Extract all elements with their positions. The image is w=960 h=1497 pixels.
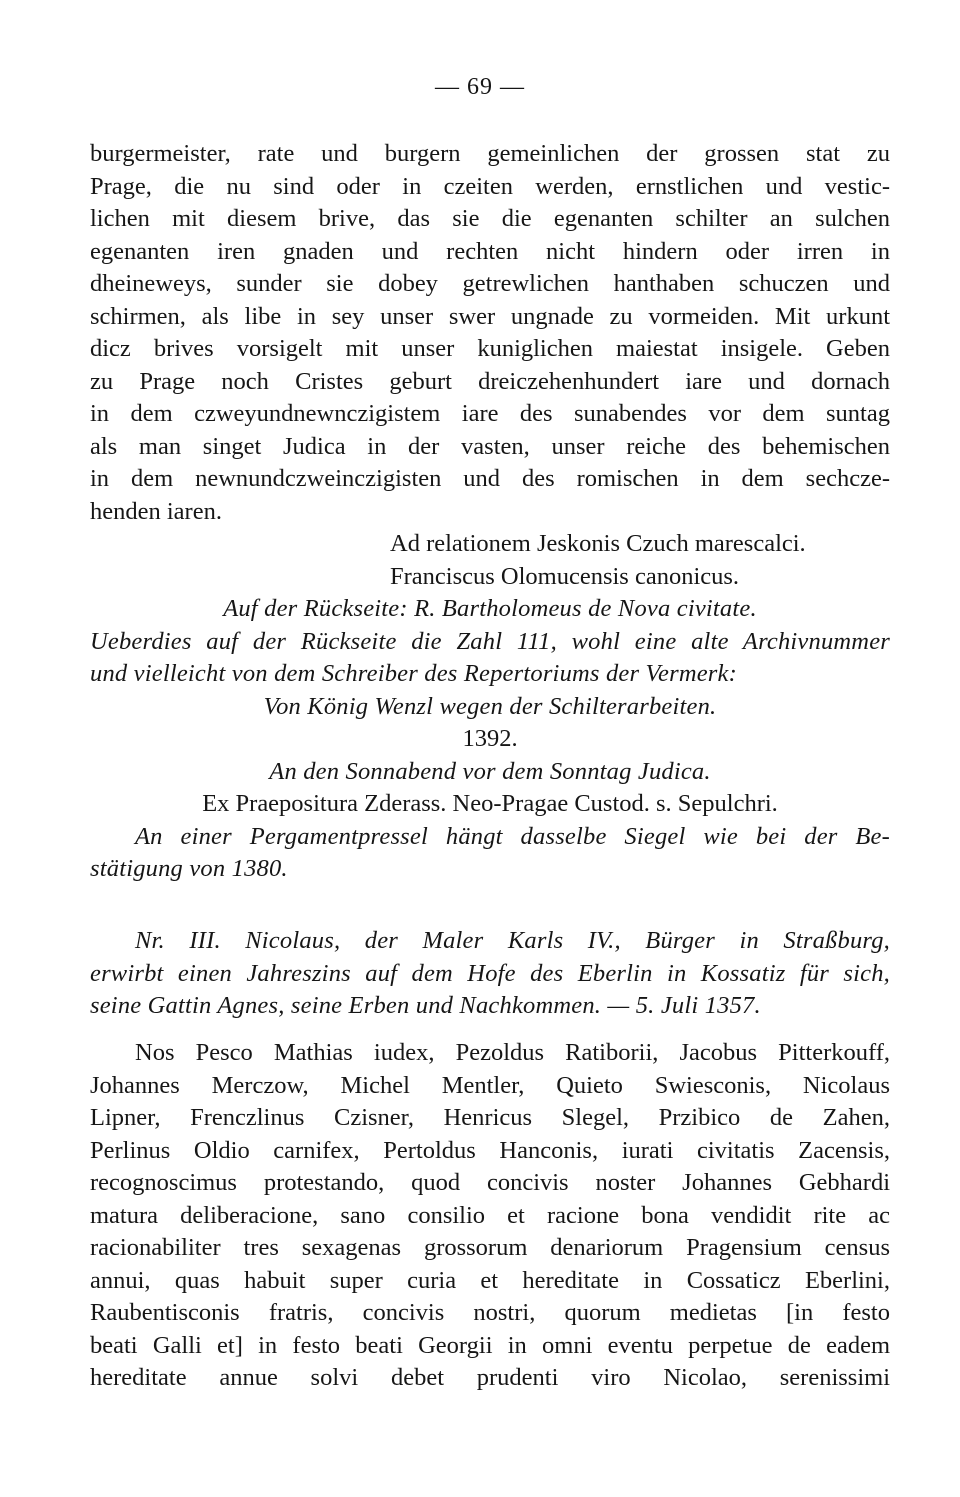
heading-line: Nr. III. Nicolaus, der Maler Karls IV., Bürger in Straßburg, [135,927,890,954]
text-line: Lipner, Frenczlinus Czisner, Henricus Slegel, Przibico de Zahen, [90,1104,890,1131]
heading-line: erwirbt einen Jahreszins auf dem Hofe des Eberlin in Kossatiz für sich, [90,960,890,987]
text-line: Johannes Merczow, Michel Mentler, Quieto Swiesconis, Nicolaus [90,1072,890,1099]
note-line: Auf der Rückseite: R. Bartholomeus de Nova civitate. [223,595,757,622]
note-line: Ueberdies auf der Rückseite die Zahl 111, wohl eine alte Archivnummer [90,628,890,655]
heading-line: seine Gattin Agnes, seine Erben und Nachkommen. — 5. Juli 1357. [90,992,761,1019]
note-line: und vielleicht von dem Schreiber des Repertoriums der Vermerk: [90,660,737,687]
source-line: Ex Praepositura Zderass. Neo-Pragae Custod. s. Sepulchri. [202,790,778,817]
text-line: in dem czweyundnewnczigistem iare des sunabendes vor dem suntag [90,400,890,427]
text-line: dicz brives vorsigelt mit unser kuniglichen maiestat insigele. Geben [90,335,890,362]
text-line: matura deliberacione, sano consilio et racione bona vendidit rite ac [90,1202,890,1229]
page-number: — 69 — [435,74,525,100]
note-line: Von König Wenzl wegen der Schilterarbeiten. [263,693,717,720]
text-line: hereditate annue solvi debet prudenti viro Nicolao, serenissimi [90,1364,890,1391]
text-line: schirmen, als libe in sey unser swer ungnade zu vormeiden. Mit urkunt [90,303,890,330]
text-line: Prage, die nu sind oder in czeiten werden, ernstlichen und vestic- [90,173,890,200]
note-line: stätigung von 1380. [90,855,288,882]
text-line: racionabiliter tres sexagenas grossorum denariorum Pragensium census [90,1234,890,1261]
text-line: burgermeister, rate und burgern gemeinlichen der grossen stat zu [90,140,890,167]
signature-line: Ad relationem Jeskonis Czuch marescalci. [390,530,806,557]
text-line: beati Galli et] in festo beati Georgii in omni eventu perpetue de eadem [90,1332,890,1359]
year-line: 1392. [462,725,518,752]
signature-line: Franciscus Olomucensis canonicus. [390,563,740,590]
text-line: Perlinus Oldio carnifex, Pertoldus Hanconis, iurati civitatis Zacensis, [90,1137,890,1164]
text-line: in dem newnundczweinczigisten und des romischen in dem sechcze- [90,465,890,492]
text-line: als man singet Judica in der vasten, unser reiche des behemischen [90,433,890,460]
note-line: An den Sonnabend vor dem Sonntag Judica. [269,758,711,785]
text-line: dheineweys, sunder sie dobey getrewlichen hanthaben schuczen und [90,270,890,297]
note-line: An einer Pergamentpressel hängt dasselbe Siegel wie bei der Be- [135,823,890,850]
text-line: annui, quas habuit super curia et hereditate in Cossaticz Eberlini, [90,1267,890,1294]
text-line: recognoscimus protestando, quod concivis noster Johannes Gebhardi [90,1169,890,1196]
text-line: lichen mit diesem brive, das sie die egenanten schilter an sulchen [90,205,890,232]
text-line: henden iaren. [90,498,222,525]
text-line: egenanten iren gnaden und rechten nicht hindern oder irren in [90,238,890,265]
text-line: Raubentisconis fratris, concivis nostri, quorum medietas [in festo [90,1299,890,1326]
text-line: Nos Pesco Mathias iudex, Pezoldus Ratiborii, Jacobus Pitterkouff, [135,1039,890,1066]
text-line: zu Prage noch Cristes geburt dreiczehenhundert iare und dornach [90,368,890,395]
